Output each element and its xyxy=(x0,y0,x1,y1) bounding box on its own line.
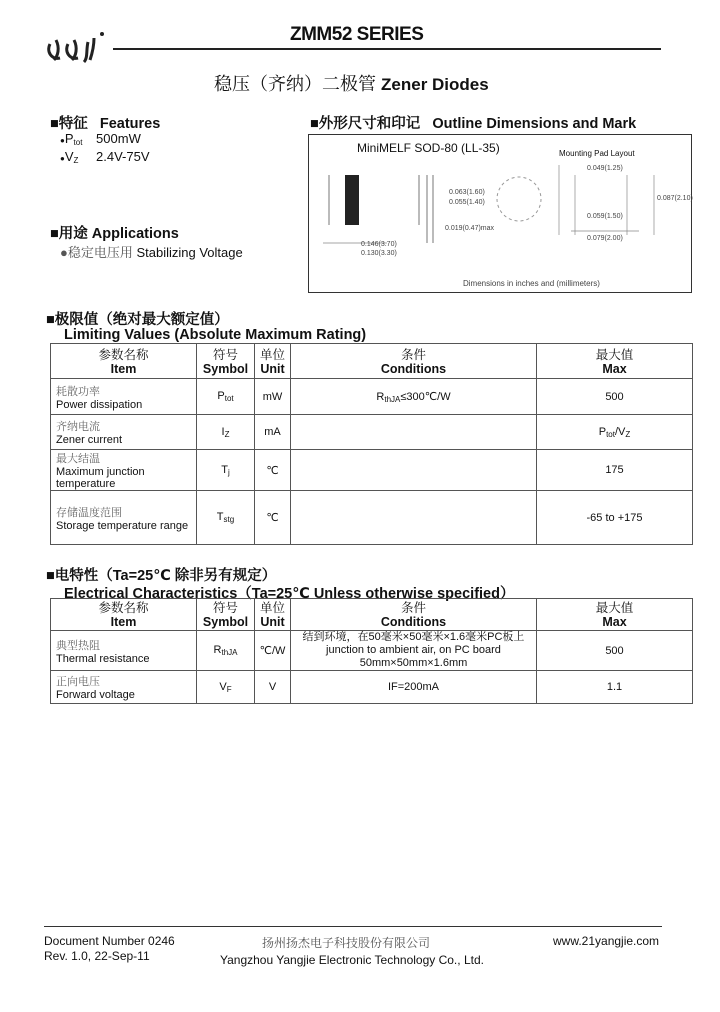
electrical-heading-cn: ■电特性（Ta=25℃ 除非另有规定） xyxy=(46,568,277,584)
company-name-en: Yangzhou Yangjie Electronic Technology Co., Ltd. xyxy=(220,953,484,967)
col-item: 参数名称 Item xyxy=(51,599,197,631)
table-row xyxy=(51,415,693,450)
unit-cell: mA xyxy=(255,415,291,450)
pad-layout-label: Mounting Pad Layout xyxy=(559,149,635,158)
item-cell: 典型热阻 Thermal resistance xyxy=(51,631,197,671)
symbol-cell: $T_j$ xyxy=(197,450,255,491)
conditions-cell: IF=200mA xyxy=(291,671,537,704)
symbol-cell: $R_{thJA}$ xyxy=(197,631,255,671)
conditions-cell xyxy=(291,491,537,545)
col-max: 最大值 Max xyxy=(537,599,693,631)
company-logo xyxy=(44,26,114,66)
electrical-header-row xyxy=(51,599,693,631)
dimension-note: Dimensions in inches and (millimeters) xyxy=(463,279,600,288)
symbol-cell: $T_{stg}$ xyxy=(197,491,255,545)
outline-diagram xyxy=(308,134,692,293)
col-max: 最大值 Max xyxy=(537,344,693,379)
applications-heading-cn: ■用途 xyxy=(50,226,88,242)
col-item: 参数名称 Item xyxy=(51,344,197,379)
outline-heading-en: Outline Dimensions and Mark xyxy=(432,116,637,132)
limiting-heading-cn: ■极限值（绝对最大额定值） xyxy=(46,312,229,328)
unit-cell: ℃/W xyxy=(255,631,291,671)
revision: Rev. 1.0, 22-Sep-11 xyxy=(44,949,150,963)
table-row xyxy=(51,491,693,545)
electrical-heading-en: Electrical Characteristics（Ta=25℃ Unless otherwise specified） xyxy=(64,586,515,602)
conditions-cell: $R_{thJA}\le 300℃/W$ xyxy=(291,379,537,415)
limiting-table xyxy=(50,343,693,545)
series-title: ZMM52 SERIES xyxy=(290,24,424,45)
conditions-cell: 结到环境，在50毫米×50毫米×1.6毫米PC板上 junction to ambient air, on PC board 50mm×50mm×1.6mm xyxy=(291,631,537,671)
feature-vz: $●V_Z$ 2.4V-75V xyxy=(60,149,150,165)
dimension-drawing xyxy=(309,135,691,292)
header-divider xyxy=(113,48,661,50)
item-cell: 耗散功率 Power dissipation xyxy=(51,379,197,415)
ptot-value: 500mW xyxy=(96,131,141,146)
limiting-heading-en: Limiting Values (Absolute Maximum Rating) xyxy=(64,327,367,343)
item-cell: 齐纳电流 Zener current xyxy=(51,415,197,450)
feature-ptot: $●P_{tot}$ 500mW xyxy=(60,131,141,147)
unit-cell: ℃ xyxy=(255,450,291,491)
dim-length-min: 0.130(3.30) xyxy=(361,250,397,257)
item-cell: 正向电压 Forward voltage xyxy=(51,671,197,704)
limiting-header-row xyxy=(51,344,693,379)
features-heading xyxy=(50,112,160,133)
col-conditions: 条件 Conditions xyxy=(291,599,537,631)
symbol-cell: $P_{tot}$ xyxy=(197,379,255,415)
conditions-cell xyxy=(291,450,537,491)
table-row xyxy=(51,631,693,671)
unit-cell: ℃ xyxy=(255,491,291,545)
max-cell: $P_{tot}/V_Z$ xyxy=(537,415,693,450)
electrical-table xyxy=(50,598,693,704)
vz-sub: Z xyxy=(73,156,79,165)
item-cell: 最大结温 Maximum junction temperature xyxy=(51,450,197,491)
features-heading-cn: ■特征 xyxy=(50,116,88,132)
max-cell: 1.1 xyxy=(537,671,693,704)
features-heading-en: Features xyxy=(99,116,161,132)
unit-cell: V xyxy=(255,671,291,704)
outline-heading xyxy=(310,112,636,133)
applications-heading-en: Applications xyxy=(91,226,179,242)
max-cell: 500 xyxy=(537,379,693,415)
title-en: Zener Diodes xyxy=(381,75,489,94)
symbol-cell: $V_F$ xyxy=(197,671,255,704)
dim-pad-gap: 0.059(1.50) xyxy=(587,213,623,220)
page-subtitle xyxy=(214,70,489,96)
table-row xyxy=(51,450,693,491)
dim-lead: 0.019(0.47)max xyxy=(445,225,495,232)
max-cell: 500 xyxy=(537,631,693,671)
footer-divider xyxy=(44,926,662,927)
application-item xyxy=(60,242,243,261)
table-row xyxy=(51,671,693,704)
col-unit: 单位 Unit xyxy=(255,344,291,379)
col-conditions: 条件 Conditions xyxy=(291,344,537,379)
dim-pad-total: 0.079(2.00) xyxy=(587,235,623,242)
ptot-sub: tot xyxy=(73,138,83,147)
col-unit: 单位 Unit xyxy=(255,599,291,631)
ptot-symbol: P xyxy=(64,131,74,146)
item-cell: 存储温度范围 Storage temperature range xyxy=(51,491,197,545)
unit-cell: mW xyxy=(255,379,291,415)
dim-diameter-max: 0.063(1.60) xyxy=(449,189,485,196)
dim-length-max: 0.146(3.70) xyxy=(361,241,397,248)
title-cn: 稳压（齐纳）二极管 xyxy=(214,74,376,94)
application-item-cn: ●稳定电压用 xyxy=(60,245,133,260)
company-name-cn: 扬州扬杰电子科技股份有限公司 xyxy=(262,936,431,950)
dim-diameter-min: 0.055(1.40) xyxy=(449,199,485,206)
website-link[interactable]: www.21yangjie.com xyxy=(553,934,660,948)
max-cell: -65 to +175 xyxy=(537,491,693,545)
dim-pad-width: 0.049(1.25) xyxy=(587,165,623,172)
package-label: MiniMELF SOD-80 (LL-35) xyxy=(357,141,500,155)
applications-heading xyxy=(50,222,179,243)
symbol-cell: $I_Z$ xyxy=(197,415,255,450)
vz-symbol: V xyxy=(64,149,74,164)
conditions-cell xyxy=(291,415,537,450)
col-symbol: 符号 Symbol xyxy=(197,344,255,379)
max-cell: 175 xyxy=(537,450,693,491)
vz-value: 2.4V-75V xyxy=(96,149,150,164)
outline-heading-cn: ■外形尺寸和印记 xyxy=(310,116,421,132)
table-row xyxy=(51,379,693,415)
application-item-en: Stabilizing Voltage xyxy=(136,245,243,260)
doc-number: Document Number 0246 xyxy=(44,934,175,948)
dim-pad-spacing: 0.087(2.10) xyxy=(657,195,693,202)
col-symbol: 符号 Symbol xyxy=(197,599,255,631)
